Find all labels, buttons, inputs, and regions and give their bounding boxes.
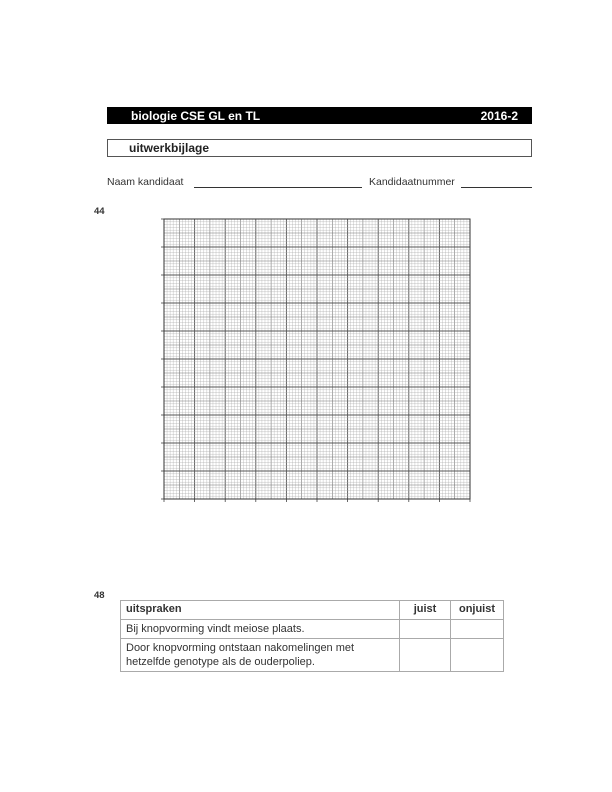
statement-text: Bij knopvorming vindt meiose plaats. [121,620,400,639]
correct-checkbox-cell[interactable] [400,639,451,672]
exam-subject: biologie CSE GL en TL [131,108,261,123]
incorrect-checkbox-cell[interactable] [451,639,504,672]
exam-header-bar [107,107,532,124]
question-number-48: 48 [94,590,105,601]
correct-checkbox-cell[interactable] [400,620,451,639]
candidate-name-label: Naam kandidaat [107,176,184,188]
exam-year: 2016-2 [480,108,518,123]
header-correct: juist [400,601,451,620]
header-incorrect: onjuist [451,601,504,620]
statements-table [120,600,504,672]
table-row [121,639,504,672]
table-row [121,620,504,639]
statement-text: Door knopvorming ontstaan nakomelingen met hetzelfde genotype als de ouderpoliep. [121,639,400,672]
question-number-44: 44 [94,206,105,217]
table-header-row [121,601,504,620]
section-title: uitwerkbijlage [129,141,210,155]
graph-paper-area[interactable] [160,217,474,508]
header-statements: uitspraken [121,601,400,620]
candidate-number-label: Kandidaatnummer [369,176,455,188]
graph-paper-grid [160,217,474,503]
section-title-box [107,139,532,157]
candidate-number-field[interactable] [461,187,532,188]
candidate-name-field[interactable] [194,187,362,188]
incorrect-checkbox-cell[interactable] [451,620,504,639]
